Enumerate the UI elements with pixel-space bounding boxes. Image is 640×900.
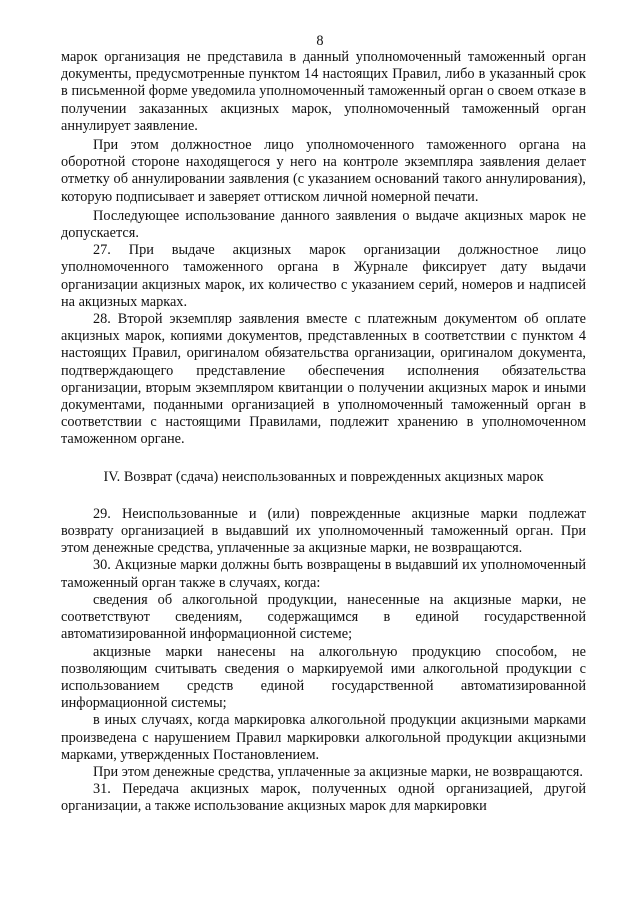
paragraph-no-further-use: Последующее использование данного заявления о выдаче акцизных марок не допускается. [61, 207, 586, 242]
document-body [61, 49, 586, 816]
section-heading: IV. Возврат (сдача) неиспользованных и поврежденных акцизных марок [103, 468, 544, 485]
paragraph-annulment-mark: При этом должностное лицо уполномоченного таможенного органа на оборотной стороне находящегося у него на контроле экземпляра заявления делает отметку об аннулировании заявления (с указанием оснований такого аннулирования), которую подписывает и заверяет оттиском личной номерной печати. [61, 137, 586, 205]
paragraph-30-case-3: в иных случаях, когда маркировка алкогольной продукции акцизными марками произведена с нарушением Правил маркировки алкогольной продукции акцизными марками, утвержденных Постановлением. [61, 712, 586, 763]
paragraph-31: 31. Передача акцизных марок, полученных одной организацией, другой организации, а также использование акцизных марок для маркировки [61, 781, 586, 815]
paragraph-continuation: марок организация не представила в данный уполномоченный таможенный орган документы, предусмотренные пунктом 14 настоящих Правил, либо в указанный срок в письменной форме уведомила уполномоченный таможенный орган о своем отказе в получении заказанных акцизных марок, уполномоченный таможенный орган аннулирует заявление. [61, 49, 586, 134]
paragraph-30-case-1: сведения об алкогольной продукции, нанесенные на акцизные марки, не соответствуют сведениям, содержащимся в единой государственной автоматизированной информационной системе; [61, 591, 586, 643]
paragraph-30-case-2: акцизные марки нанесены на алкогольную продукцию способом, не позволяющим считывать сведения о маркируемой ими алкогольной продукции с использованием средств единой государственной автоматизированной информационной системы; [61, 643, 586, 712]
paragraph-30: 30. Акцизные марки должны быть возвращены в выдавший их уполномоченный таможенный орган также в случаях, когда: [61, 557, 586, 591]
paragraph-27: 27. При выдаче акцизных марок организации должностное лицо уполномоченного таможенного органа в Журнале фиксирует дату выдачи организации акцизных марок, их количество с указанием серий, номеров и надписей на акцизных марках. [61, 242, 586, 310]
paragraph-28: 28. Второй экземпляр заявления вместе с платежным документом об оплате акцизных марок, копиями документов, представленных в соответствии с пунктом 4 настоящих Правил, оригиналом обязательства организации, оригиналом документа, подтверждающего представление обеспечения исполнения обязательства организации, вторым экземпляром квитанции о получении акцизных марок и иными документами, поданными организацией в уполномоченный таможенный орган в соответствии с настоящими Правилами, подлежит хранению в уполномоченном таможенном органе. [61, 311, 586, 448]
paragraph-29: 29. Неиспользованные и (или) поврежденные акцизные марки подлежат возврату организацией в выдавший их уполномоченный таможенный орган. При этом денежные средства, уплаченные за акцизные марки, не возвращаются. [61, 505, 586, 557]
page-number: 8 [316, 33, 324, 49]
paragraph-no-refund: При этом денежные средства, уплаченные за акцизные марки, не возвращаются. [93, 763, 583, 780]
